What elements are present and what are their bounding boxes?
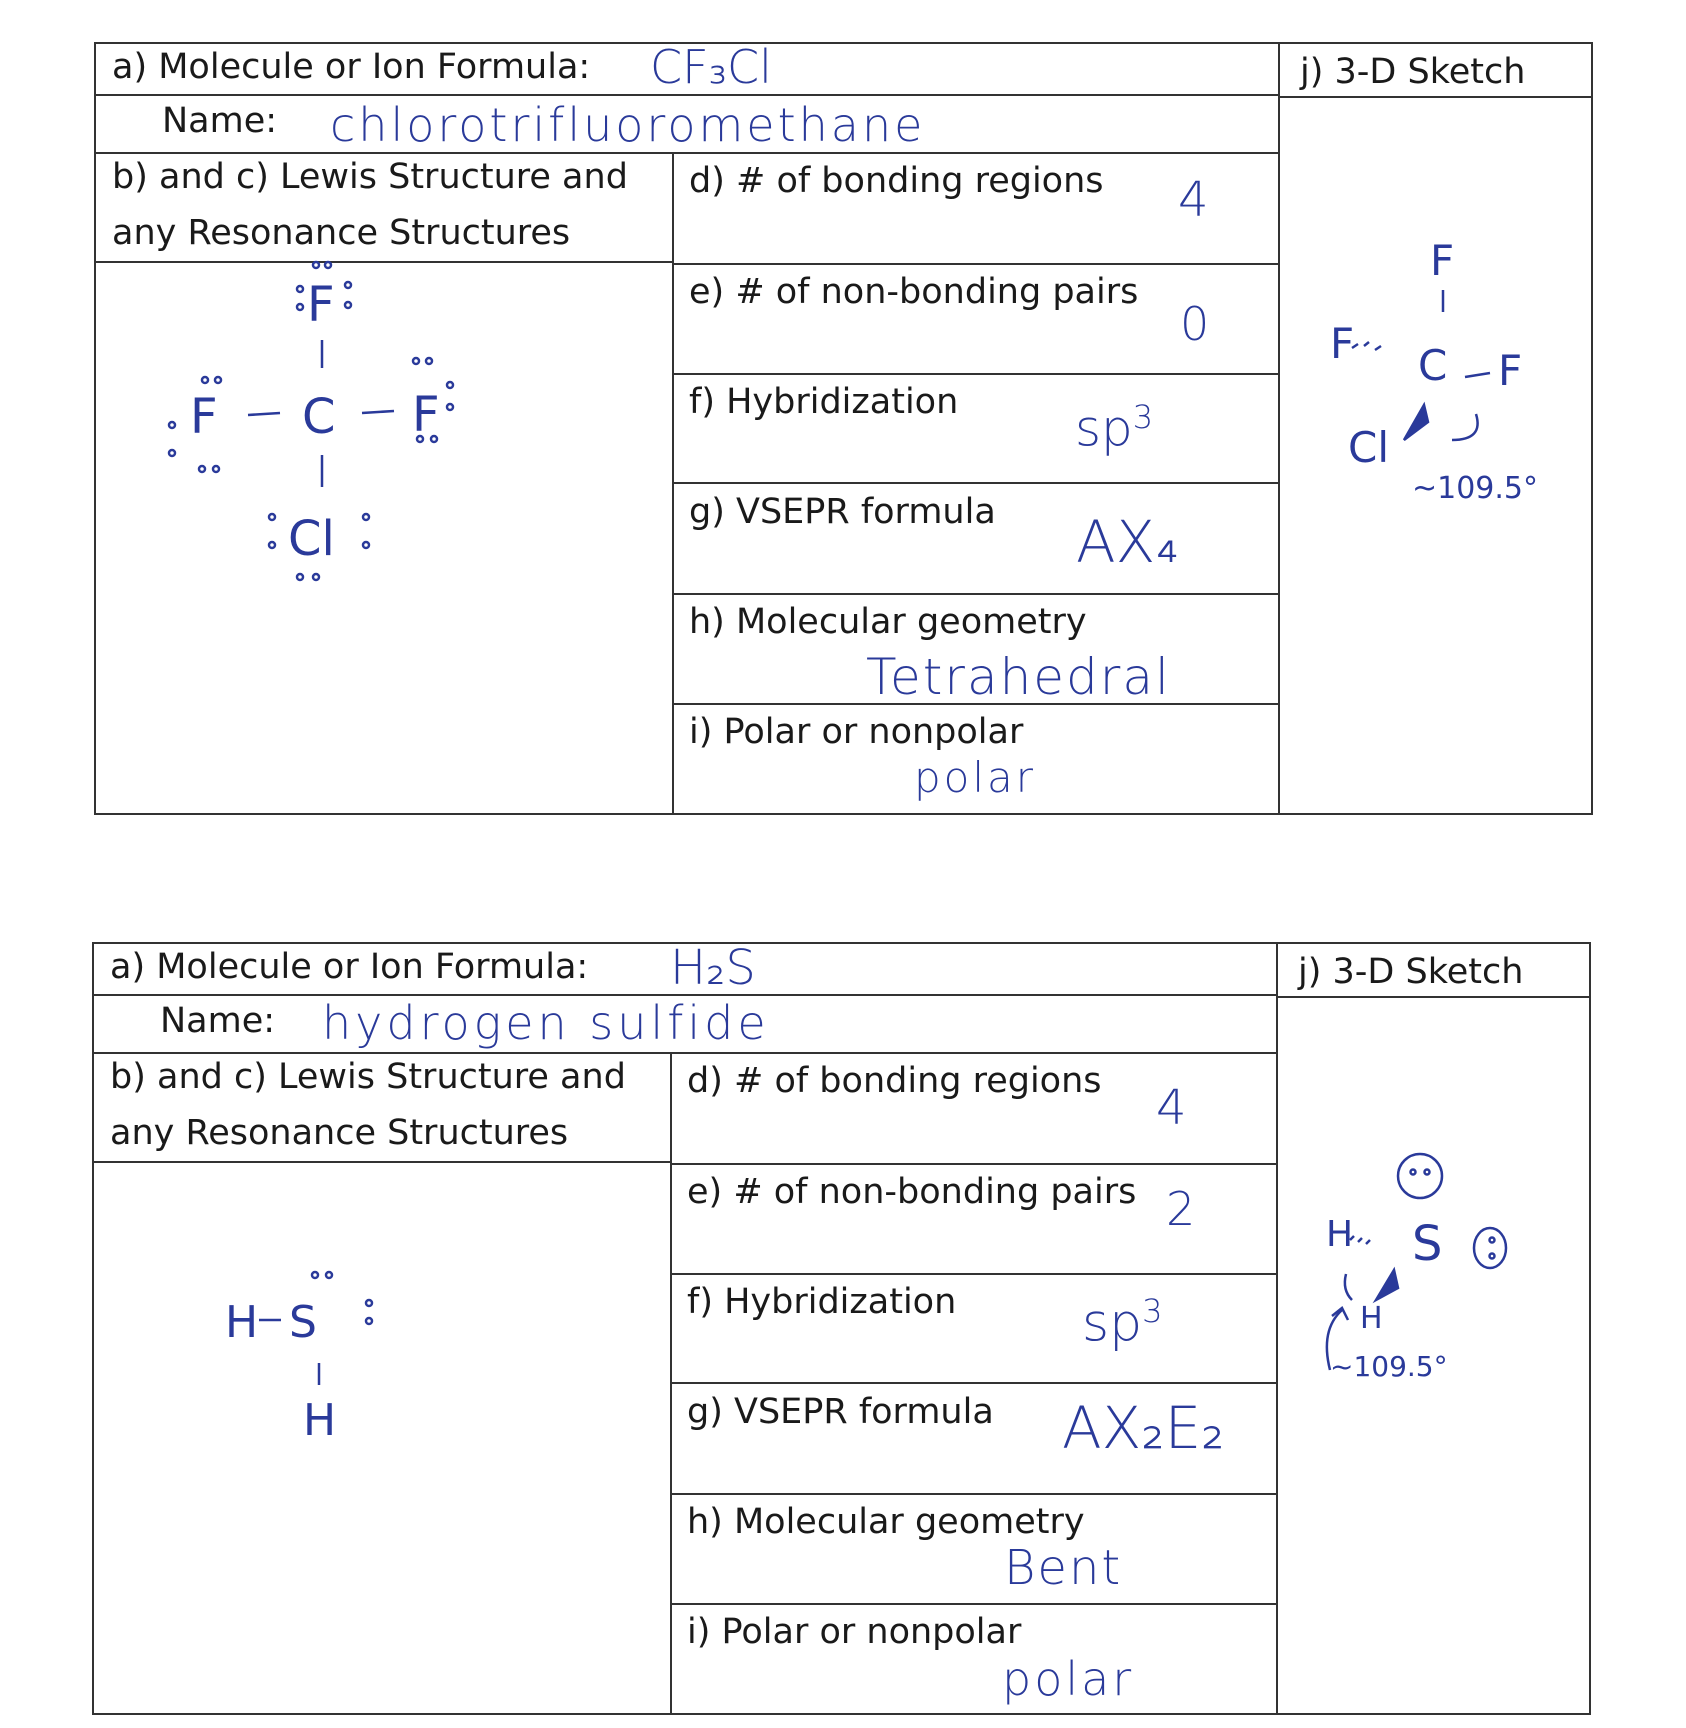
sketch-atom-left: H <box>1326 1214 1354 1255</box>
bonding-regions-value: 4 <box>1178 172 1209 228</box>
geometry-value: Bent <box>1004 1540 1123 1596</box>
divider <box>670 1493 1276 1495</box>
name-value: chlorotrifluoromethane <box>330 98 926 152</box>
sketch-3d-drawing <box>1300 230 1580 530</box>
divider <box>670 1163 1276 1165</box>
lewis-atom-center: S <box>289 1297 317 1348</box>
sketch-atom-top: F <box>1430 236 1455 285</box>
divider <box>672 482 1278 484</box>
hybridization-base: sp <box>1075 399 1133 458</box>
geometry-label: h) Molecular geometry <box>687 1502 1085 1542</box>
vsepr-label: g) VSEPR formula <box>687 1392 994 1432</box>
sketch-atom-right: F <box>1498 346 1523 395</box>
sketch-atom-bottom: Cl <box>1348 423 1389 472</box>
divider <box>670 1273 1276 1275</box>
divider <box>670 1382 1276 1384</box>
hybridization-value <box>1082 1292 1162 1353</box>
name-value: hydrogen sulfide <box>322 996 770 1050</box>
formula-label: a) Molecule or Ion Formula: <box>112 47 591 87</box>
divider <box>672 373 1278 375</box>
divider <box>1276 996 1591 998</box>
sketch-angle: ~109.5° <box>1330 1350 1448 1383</box>
lewis-atom-top: F <box>307 277 335 333</box>
bonding-regions-value: 4 <box>1156 1080 1187 1136</box>
divider <box>670 1603 1276 1605</box>
polarity-label: i) Polar or nonpolar <box>689 712 1024 752</box>
nonbonding-value: 0 <box>1180 297 1210 351</box>
hybridization-base: sp <box>1082 1293 1143 1354</box>
bonding-regions-label: d) # of bonding regions <box>689 161 1104 201</box>
geometry-value: Tetrahedral <box>866 648 1171 706</box>
formula-label: a) Molecule or Ion Formula: <box>110 947 589 987</box>
divider <box>672 593 1278 595</box>
lewis-label-line2: any Resonance Structures <box>112 213 571 253</box>
formula-value: H₂S <box>670 940 756 996</box>
vsepr-value: AX₄ <box>1076 508 1179 576</box>
hybridization-label: f) Hybridization <box>689 382 959 422</box>
vsepr-label: g) VSEPR formula <box>689 492 996 532</box>
sketch-label: j) 3-D Sketch <box>1298 952 1524 992</box>
lewis-structure-drawing <box>215 1265 415 1465</box>
nonbonding-label: e) # of non-bonding pairs <box>689 272 1139 312</box>
divider <box>92 1052 1276 1054</box>
lewis-atom-bottom: Cl <box>288 511 335 567</box>
hybridization-value <box>1075 398 1153 458</box>
lewis-atom-left: F <box>190 389 218 445</box>
divider <box>1278 42 1280 815</box>
divider <box>1278 96 1593 98</box>
sketch-atom-bottom: H <box>1360 1301 1383 1336</box>
hybridization-sup: 3 <box>1132 398 1154 436</box>
lewis-structure-drawing <box>150 255 530 595</box>
name-label: Name: <box>162 101 278 141</box>
nonbonding-value: 2 <box>1166 1182 1196 1236</box>
sketch-atom-left: F <box>1330 319 1355 368</box>
sketch-label: j) 3-D Sketch <box>1300 52 1526 92</box>
polarity-value: polar <box>914 753 1037 802</box>
divider <box>94 94 1278 96</box>
sketch-atom-center: C <box>1418 341 1448 390</box>
lewis-atom-bottom: H <box>303 1395 337 1446</box>
hybridization-sup: 3 <box>1142 1292 1163 1330</box>
formula-value: CF₃Cl <box>650 40 772 94</box>
polarity-value: polar <box>1002 1652 1135 1706</box>
vsepr-value: AX₂E₂ <box>1062 1394 1225 1462</box>
hybridization-label: f) Hybridization <box>687 1282 957 1322</box>
lewis-atom-right: F <box>412 387 440 443</box>
divider <box>1276 942 1278 1715</box>
divider <box>92 1161 670 1163</box>
sketch-3d-drawing <box>1290 1150 1550 1390</box>
name-label: Name: <box>160 1001 276 1041</box>
lewis-label-line2: any Resonance Structures <box>110 1113 569 1153</box>
sketch-angle: ~109.5° <box>1412 471 1539 506</box>
nonbonding-label: e) # of non-bonding pairs <box>687 1172 1137 1212</box>
polarity-label: i) Polar or nonpolar <box>687 1612 1022 1652</box>
lewis-label-line1: b) and c) Lewis Structure and <box>112 157 628 197</box>
lewis-label-line1: b) and c) Lewis Structure and <box>110 1057 626 1097</box>
lewis-atom-center: C <box>302 389 336 445</box>
divider <box>672 263 1278 265</box>
lewis-atom-left: H <box>225 1297 259 1348</box>
divider <box>94 152 1278 154</box>
geometry-label: h) Molecular geometry <box>689 602 1087 642</box>
bonding-regions-label: d) # of bonding regions <box>687 1061 1102 1101</box>
sketch-atom-center: S <box>1412 1216 1443 1272</box>
